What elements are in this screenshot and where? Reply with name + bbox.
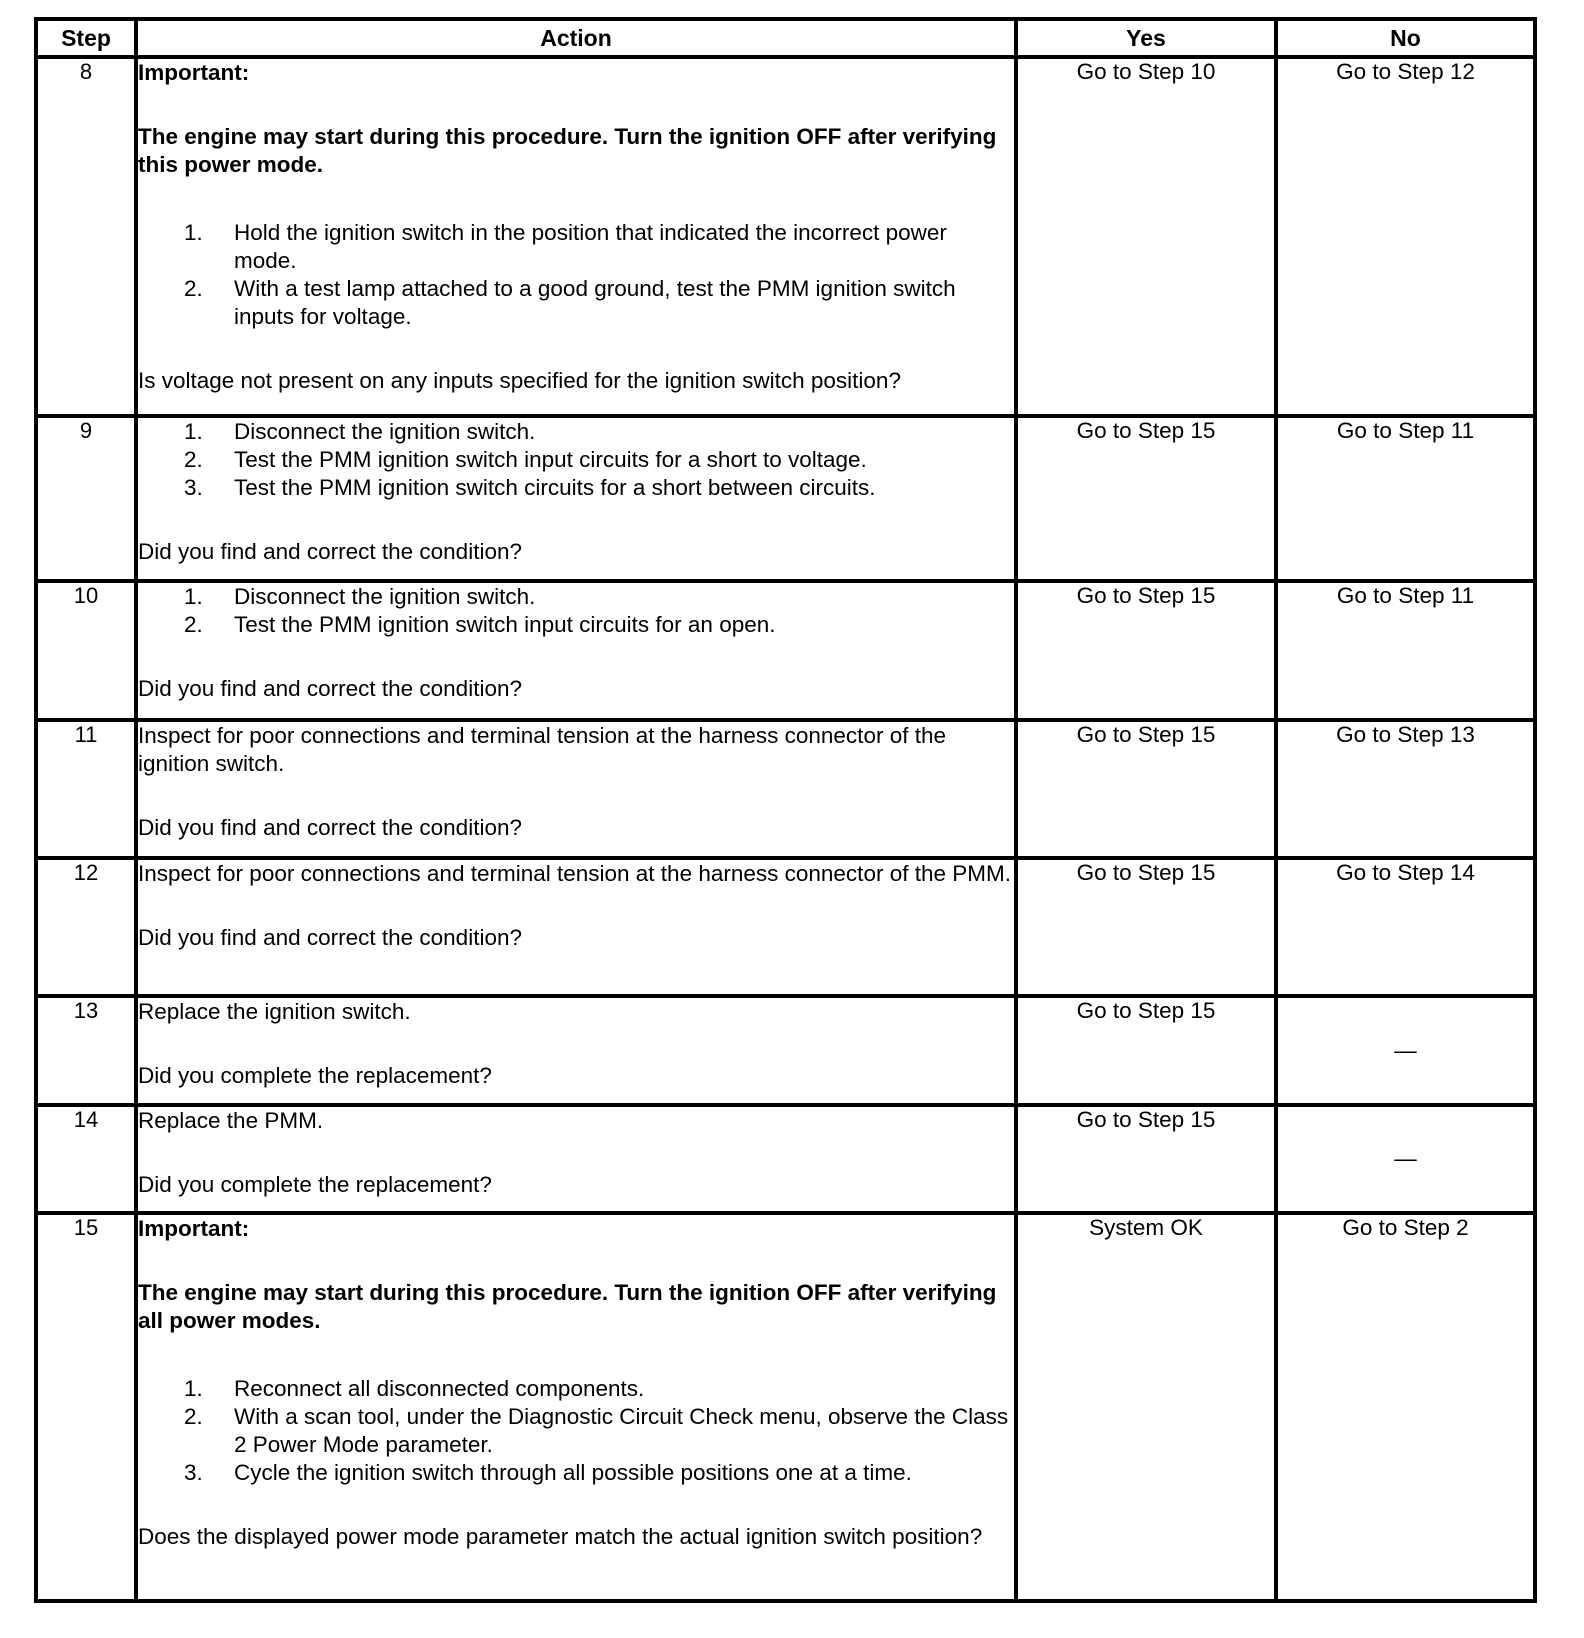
procedure-step: 2. With a scan tool, under the Diagnostic Circuit Check menu, observe the Class 2 Power Mode parameter. (184, 1404, 1009, 1457)
procedure-step: 2. With a test lamp attached to a good ground, test the PMM ignition switch inputs for voltage. (184, 276, 956, 329)
header-no: No (1276, 19, 1535, 57)
procedure-step: 2. Test the PMM ignition switch input circuits for a short to voltage. (184, 447, 867, 472)
action-text: Inspect for poor connections and terminal tension at the harness connector of the PMM. (138, 861, 1011, 886)
step-number: 14 (36, 1105, 136, 1213)
procedure-list (138, 1375, 1014, 1487)
action-cell (136, 996, 1016, 1105)
no-result: Go to Step 12 (1276, 57, 1535, 416)
no-result: Go to Step 11 (1276, 581, 1535, 720)
yes-result: Go to Step 15 (1016, 996, 1276, 1105)
step-number: 13 (36, 996, 136, 1105)
table-row-step-15 (36, 1213, 1535, 1601)
yes-result: System OK (1016, 1213, 1276, 1601)
step-number: 15 (36, 1213, 136, 1601)
no-result: Go to Step 2 (1276, 1213, 1535, 1601)
yes-result: Go to Step 15 (1016, 416, 1276, 581)
question-text: Is voltage not present on any inputs specified for the ignition switch position? (138, 368, 901, 393)
no-result: Go to Step 13 (1276, 720, 1535, 858)
action-cell (136, 1213, 1016, 1601)
step-number: 9 (36, 416, 136, 581)
procedure-step: 1. Hold the ignition switch in the position that indicated the incorrect power mode. (184, 220, 947, 273)
action-cell (136, 581, 1016, 720)
yes-result: Go to Step 15 (1016, 858, 1276, 996)
procedure-step: 1. Disconnect the ignition switch. (184, 584, 536, 609)
action-text: Inspect for poor connections and terminal tension at the harness connector of the ignition switch. (138, 723, 946, 776)
no-result: Go to Step 11 (1276, 416, 1535, 581)
table-row-step-10 (36, 581, 1535, 720)
diagnostic-table (34, 17, 1537, 1603)
yes-result: Go to Step 15 (1016, 720, 1276, 858)
question-text: Does the displayed power mode parameter match the actual ignition switch position? (138, 1524, 983, 1549)
action-cell (136, 416, 1016, 581)
yes-result: Go to Step 15 (1016, 1105, 1276, 1213)
step-number: 10 (36, 581, 136, 720)
important-label: Important: (138, 60, 250, 85)
table-row-step-13 (36, 996, 1535, 1105)
question-text: Did you complete the replacement? (138, 1063, 492, 1088)
table-row-step-11 (36, 720, 1535, 858)
important-label: Important: (138, 1216, 250, 1241)
procedure-list (138, 583, 1014, 639)
action-cell (136, 858, 1016, 996)
important-text: The engine may start during this procedure. Turn the ignition OFF after verifying this power mode. (138, 124, 997, 177)
procedure-step: 3. Test the PMM ignition switch circuits for a short between circuits. (184, 475, 876, 500)
table-row-step-9 (36, 416, 1535, 581)
action-cell (136, 1105, 1016, 1213)
question-text: Did you find and correct the condition? (138, 815, 522, 840)
table-row-step-12 (36, 858, 1535, 996)
procedure-step: 2. Test the PMM ignition switch input circuits for an open. (184, 612, 776, 637)
question-text: Did you find and correct the condition? (138, 676, 522, 701)
action-cell (136, 720, 1016, 858)
yes-result: Go to Step 10 (1016, 57, 1276, 416)
action-text: Replace the PMM. (138, 1108, 324, 1133)
yes-result: Go to Step 15 (1016, 581, 1276, 720)
no-result: Go to Step 14 (1276, 858, 1535, 996)
procedure-step: 3. Cycle the ignition switch through all possible positions one at a time. (184, 1460, 912, 1485)
action-text: Replace the ignition switch. (138, 999, 411, 1024)
question-text: Did you complete the replacement? (138, 1172, 492, 1197)
header-action: Action (136, 19, 1016, 57)
table-row-step-8 (36, 57, 1535, 416)
header-yes: Yes (1016, 19, 1276, 57)
no-result: — (1276, 1105, 1535, 1213)
table-row-step-14 (36, 1105, 1535, 1213)
header-step: Step (36, 19, 136, 57)
step-number: 12 (36, 858, 136, 996)
no-result: — (1276, 996, 1535, 1105)
action-cell (136, 57, 1016, 416)
procedure-list (138, 219, 1014, 331)
procedure-step: 1. Reconnect all disconnected components. (184, 1376, 645, 1401)
question-text: Did you find and correct the condition? (138, 925, 522, 950)
step-number: 11 (36, 720, 136, 858)
header-row (36, 19, 1535, 57)
important-text: The engine may start during this procedure. Turn the ignition OFF after verifying all power modes. (138, 1280, 997, 1333)
step-number: 8 (36, 57, 136, 416)
procedure-step: 1. Disconnect the ignition switch. (184, 419, 536, 444)
question-text: Did you find and correct the condition? (138, 539, 522, 564)
procedure-list (138, 418, 1014, 502)
